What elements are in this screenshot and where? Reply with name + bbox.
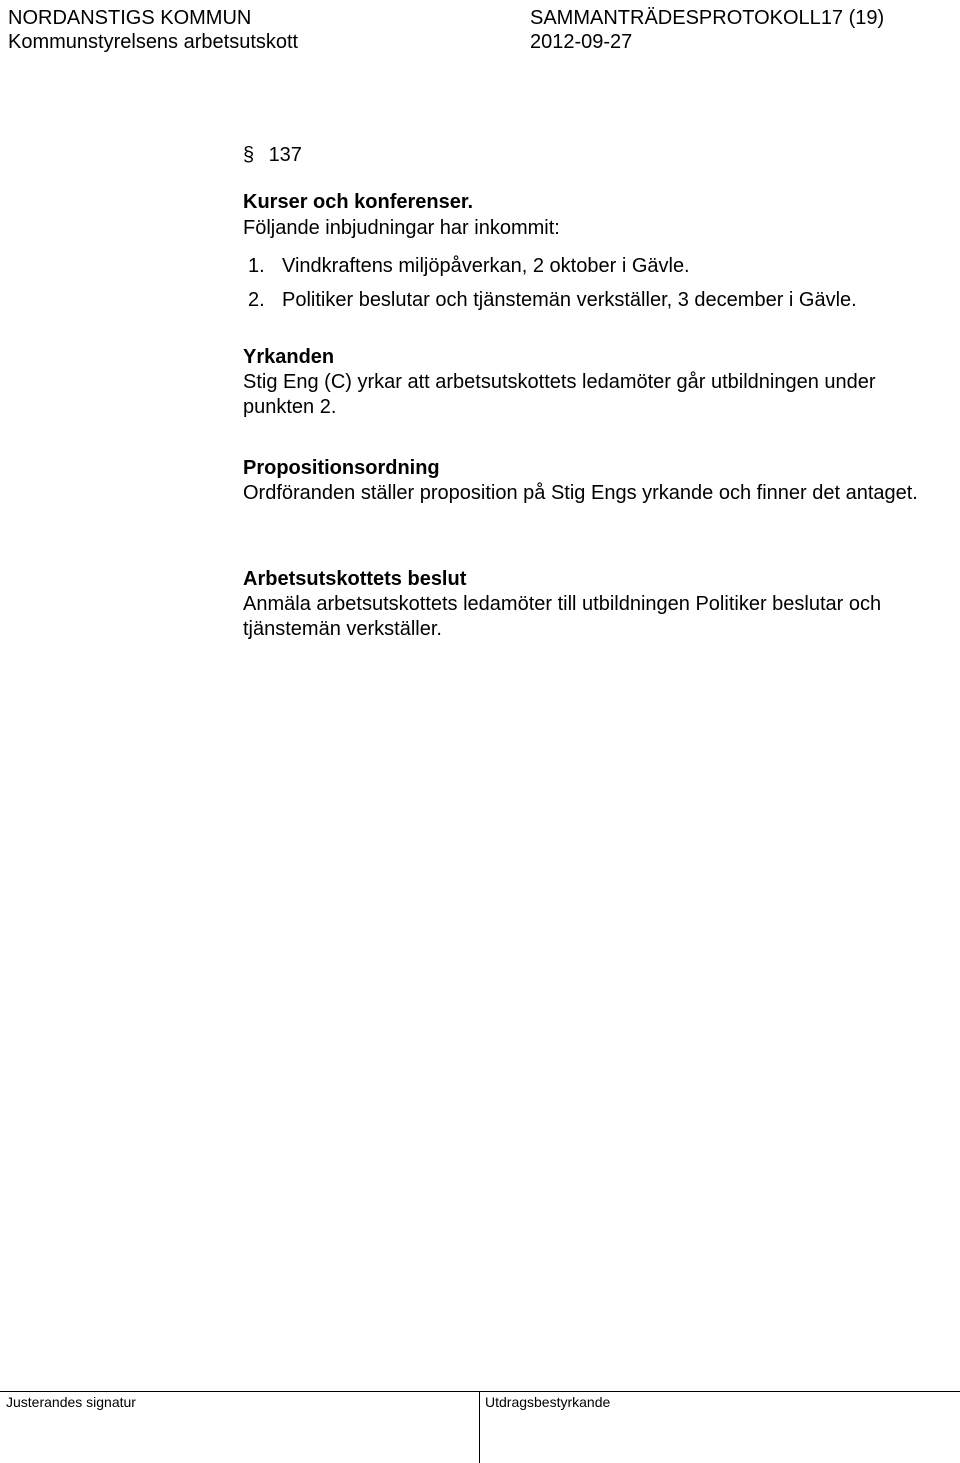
section-title: Kurser och konferenser. xyxy=(243,191,474,213)
certification-field-label: Utdragsbestyrkande xyxy=(485,1394,611,1410)
beslut-heading: Arbetsutskottets beslut xyxy=(243,568,467,590)
yrkanden-block xyxy=(243,345,943,420)
committee-name: Kommunstyrelsens arbetsutskott xyxy=(8,31,299,53)
yrkanden-text: Stig Eng (C) yrkar att arbetsutskottets ledamöter går utbildningen under punkten 2. xyxy=(243,371,876,418)
propositionsordning-heading: Propositionsordning xyxy=(243,457,440,479)
propositionsordning-text: Ordföranden ställer proposition på Stig Engs yrkande och finner det antaget. xyxy=(243,482,918,504)
yrkanden-heading: Yrkanden xyxy=(243,346,335,368)
section-number-value: 137 xyxy=(268,144,302,166)
beslut-text: Anmäla arbetsutskottets ledamöter till utbildningen Politiker beslutar och tjänstemän verkställer. xyxy=(243,593,882,640)
page-number: 17 (19) xyxy=(820,7,885,29)
footer-column-divider xyxy=(479,1391,480,1463)
beslut-block xyxy=(243,567,943,642)
list-item-number: 1. xyxy=(248,255,265,277)
list-item-text: Politiker beslutar och tjänstemän verkställer, 3 december i Gävle. xyxy=(282,289,857,311)
list-item-text: Vindkraftens miljöpåverkan, 2 oktober i Gävle. xyxy=(282,255,690,277)
list-item xyxy=(248,287,857,313)
municipality-name: NORDANSTIGS KOMMUN xyxy=(8,7,252,29)
section-symbol: § xyxy=(243,144,255,166)
list-item xyxy=(248,253,857,279)
footer-divider xyxy=(0,1391,960,1392)
meeting-date: 2012-09-27 xyxy=(530,31,633,53)
document-type-label: SAMMANTRÄDESPROTOKOLL xyxy=(530,7,821,29)
signature-field-label: Justerandes signatur xyxy=(6,1394,136,1410)
document-type xyxy=(530,6,884,30)
section-intro: Följande inbjudningar har inkommit: xyxy=(243,217,560,239)
section-number xyxy=(243,142,302,168)
invitation-list xyxy=(248,253,857,313)
list-item-number: 2. xyxy=(248,289,265,311)
propositionsordning-block xyxy=(243,456,943,506)
